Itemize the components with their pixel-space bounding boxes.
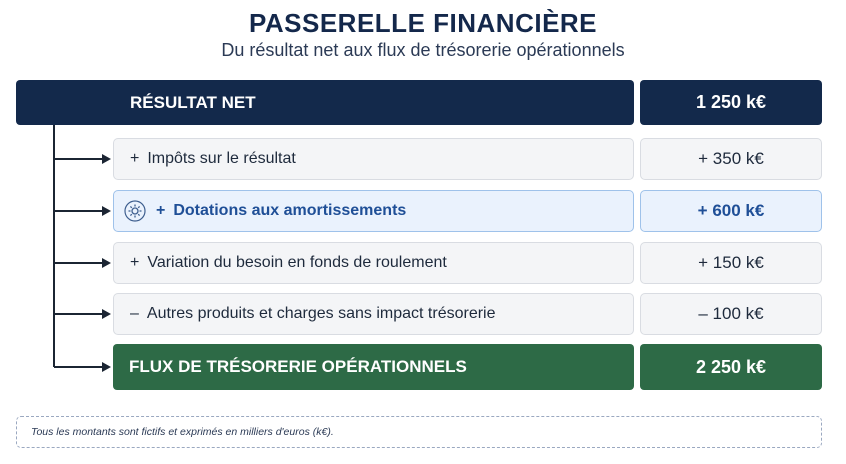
footnote-text: Tous les montants sont fictifs et exprimés en milliers d'euros (k€). — [31, 426, 334, 438]
adjustment-label: Variation du besoin en fonds de roulement — [147, 254, 447, 271]
adjustment-row-depreciation — [113, 190, 634, 232]
gear-icon — [124, 200, 146, 222]
adjustment-value: + 350 k€ — [698, 149, 764, 168]
adjustment-label: Impôts sur le résultat — [147, 150, 296, 167]
page-title: PASSERELLE FINANCIÈRE — [248, 8, 598, 38]
adjustment-row-taxes — [113, 138, 634, 180]
adjustment-value: – 100 k€ — [698, 304, 764, 323]
result-value: 2 250 k€ — [695, 356, 767, 377]
connector-arrow-1 — [54, 154, 111, 164]
start-label: RÉSULTAT NET — [130, 92, 256, 112]
start-label-box — [16, 80, 634, 125]
adjustment-value: + 150 k€ — [698, 253, 764, 272]
adjustment-sign: – — [130, 305, 139, 322]
adjustment-label: Autres produits et charges sans impact trésorerie — [146, 305, 496, 322]
adjustment-value-depreciation — [640, 190, 822, 232]
adjustment-row-other — [113, 293, 634, 335]
adjustment-value-working-capital — [640, 242, 822, 284]
result-label: FLUX DE TRÉSORERIE OPÉRATIONNELS — [129, 357, 467, 376]
footnote-box — [16, 416, 822, 448]
adjustment-sign: + — [130, 254, 140, 271]
adjustment-value-taxes — [640, 138, 822, 180]
adjustment-value-other — [640, 293, 822, 335]
connector-arrow-2 — [54, 206, 111, 216]
adjustment-sign: + — [130, 150, 140, 167]
start-value-box — [640, 80, 822, 125]
adjustment-row-working-capital — [113, 242, 634, 284]
connector-arrow-4 — [54, 309, 111, 319]
adjustment-sign: + — [156, 202, 166, 219]
adjustment-value: + 600 k€ — [697, 201, 765, 220]
adjustment-label: Dotations aux amortissements — [173, 202, 407, 219]
connector-arrow-3 — [54, 258, 111, 268]
start-value: 1 250 k€ — [695, 92, 767, 112]
result-label-box — [113, 344, 634, 390]
result-value-box — [640, 344, 822, 390]
connector-arrow-5 — [54, 362, 111, 372]
page-subtitle: Du résultat net aux flux de trésorerie opérationnels — [221, 40, 625, 60]
